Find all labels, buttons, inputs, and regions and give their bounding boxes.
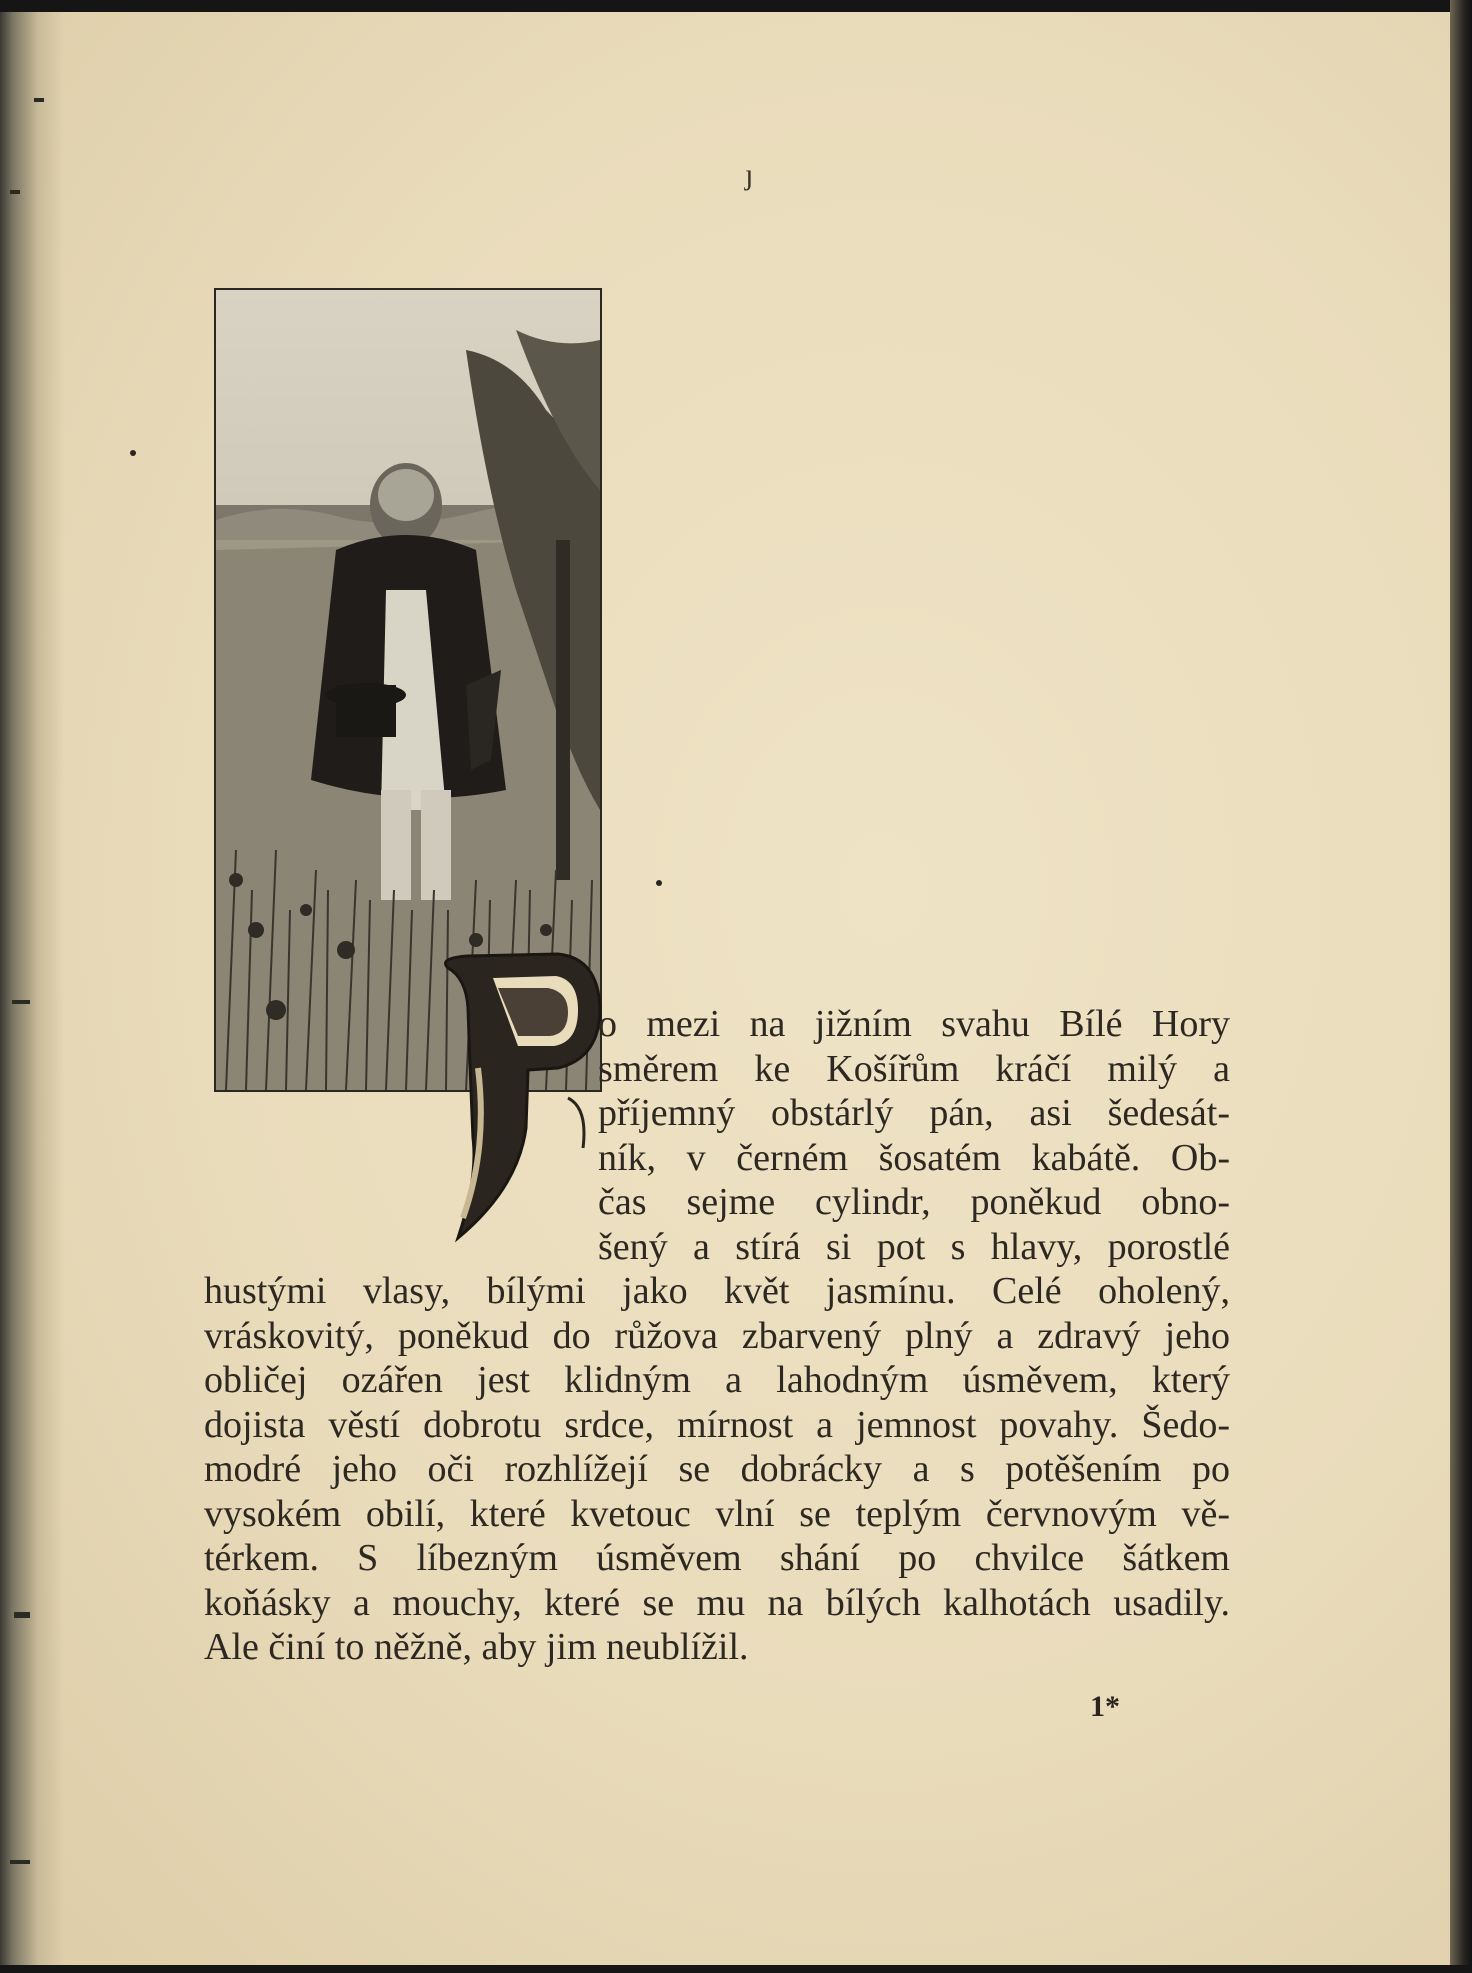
text-line: koňásky a mouchy, které se mu na bílých kalhotách usadily. xyxy=(204,1581,1230,1624)
gutter-mark xyxy=(10,1860,30,1864)
gutter-mark xyxy=(12,1000,30,1004)
text-line: směrem ke Košířům kráčí milý a xyxy=(598,1047,1230,1090)
text-line: o mezi na jižním svahu Bílé Hory xyxy=(598,1003,1230,1045)
gutter-mark xyxy=(14,1612,30,1618)
scan-edge-bottom xyxy=(0,1965,1472,1973)
text-line: šený a stírá si pot s hlavy, porostlé xyxy=(598,1225,1230,1268)
text-line: obličej ozářen jest klidným a lahodným úsměvem, který xyxy=(204,1359,1230,1401)
text-line: vysokém obilí, které kvetouc vlní se teplým červnovým vě- xyxy=(204,1492,1230,1535)
gutter-mark xyxy=(10,190,20,194)
page-number: 1* xyxy=(1090,1690,1120,1723)
text-line: čas sejme cylindr, poněkud obno- xyxy=(598,1181,1230,1223)
speck xyxy=(130,450,136,456)
top-mark: ȷ xyxy=(745,158,754,191)
body-text xyxy=(204,1002,1230,1670)
text-line: hustými vlasy, bílými jako květ jasmínu. Celé oholený, xyxy=(204,1270,1230,1312)
gutter-mark xyxy=(34,98,44,102)
speck xyxy=(656,880,662,886)
text-line: vráskovitý, poněkud do růžova zbarvený plný a zdravý jeho xyxy=(204,1314,1230,1357)
book-gutter xyxy=(0,0,64,1973)
text-line: térkem. S líbezným úsměvem shání po chvilce šátkem xyxy=(204,1537,1230,1579)
text-line: Ale činí to něžně, aby jim neublížil. xyxy=(204,1626,749,1668)
text-line: ník, v černém šosatém kabátě. Ob- xyxy=(598,1136,1230,1179)
scan-edge-top xyxy=(0,0,1472,12)
scan-edge-right xyxy=(1450,0,1472,1973)
text-line: modré jeho oči rozhlížejí se dobrácky a s potěšením po xyxy=(204,1448,1230,1490)
text-line: příjemný obstárlý pán, asi šedesát- xyxy=(598,1092,1230,1134)
text-line: dojista věstí dobrotu srdce, mírnost a jemnost povahy. Šedo- xyxy=(204,1403,1230,1446)
